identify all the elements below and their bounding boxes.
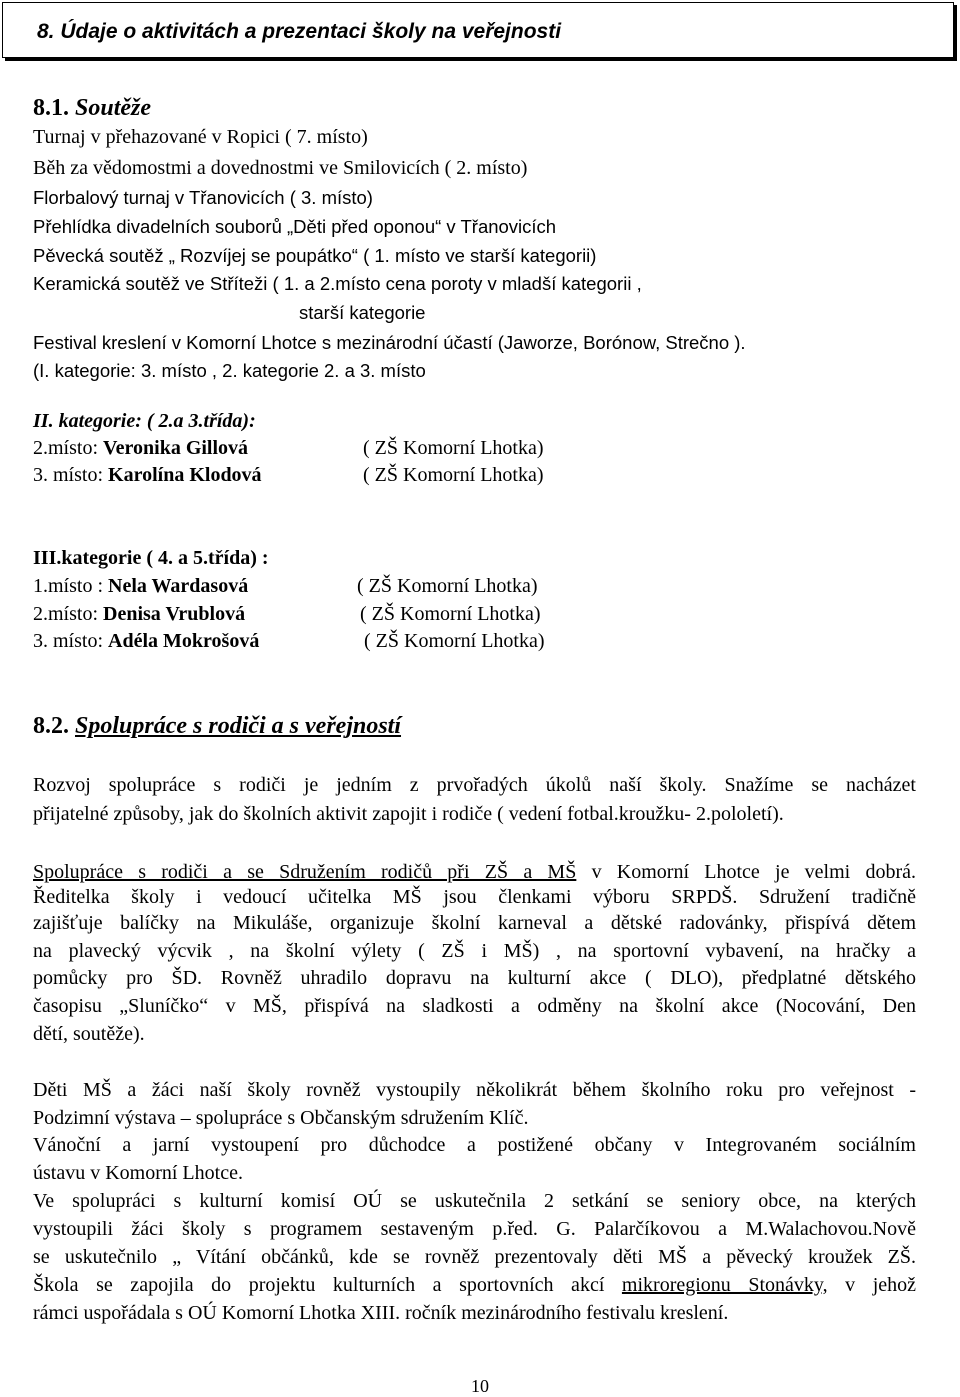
winner-row: 3. místo: Karolína Klodová (33, 464, 262, 486)
section-heading-spoluprace: 8.2. Spolupráce s rodiči a s veřejností (33, 713, 402, 739)
winner-name: Denisa Vrublová (103, 603, 246, 625)
competition-line: Běh za vědomostmi a dovednostmi ve Smilovicích ( 2. místo) (33, 157, 528, 179)
category-3-heading: III.kategorie ( 4. a 5.třída) : (33, 547, 269, 569)
paragraph-line: se uskutečnilo „ Vítání občánků, kde se rovněž prezentovaly děti MŠ a pěvecký kroužek ZŠ. (33, 1246, 916, 1268)
underlined-phrase: Spolupráce s rodiči a se Sdružením rodičů při ZŠ a MŠ (33, 861, 577, 883)
paragraph-line: dětí, soutěže). (33, 1023, 145, 1045)
paragraph-line: ústavu v Komorní Lhotce. (33, 1162, 243, 1184)
paragraph-line: Ředitelka školy i vedoucí učitelka MŠ jsou členkami výboru SRPDŠ. Sdružení tradičně (33, 886, 916, 908)
winner-name: Karolína Klodová (108, 464, 262, 486)
paragraph-line: Vánoční a jarní vystoupení pro důchodce a postižené občany v Integrovaném sociálním (33, 1134, 916, 1156)
winner-row: 3. místo: Adéla Mokrošová (33, 630, 260, 652)
paragraph-line: pomůcky pro ŠD. Rovněž uhradilo dopravu na kulturní akce ( DLO), předplatné dětského (33, 967, 916, 989)
winner-name: Veronika Gillová (103, 437, 249, 459)
winner-school: ( ZŠ Komorní Lhotka) (357, 575, 538, 597)
winner-name: Nela Wardasová (108, 575, 249, 597)
paragraph-line: rámci uspořádala s OÚ Komorní Lhotka XIII. ročník mezinárodního festivalu kreslení. (33, 1302, 729, 1324)
competition-line: Florbalový turnaj v Třanovicích ( 3. místo) (33, 187, 373, 208)
chapter-title: 8. Údaje o aktivitách a prezentaci školy na veřejnosti (37, 20, 562, 43)
winner-name: Adéla Mokrošová (108, 630, 260, 652)
winner-row: 2.místo: Denisa Vrublová (33, 603, 246, 625)
ceramics-line-continued: starší kategorie (299, 302, 426, 323)
paragraph-line: zajišťuje balíčky na Mikuláše, organizuje školní karneval a dětské radovánky, přispívá dětem (33, 912, 916, 934)
paragraph-line: Děti MŠ a žáci naší školy rovněž vystoupily několikrát během školního roku pro veřejnost - (33, 1079, 916, 1101)
winner-school: ( ZŠ Komorní Lhotka) (360, 603, 541, 625)
competition-line: Pěvecká soutěž „ Rozvíjej se poupátko“ ( 1. místo ve starší kategorii) (33, 245, 597, 266)
winner-school: ( ZŠ Komorní Lhotka) (364, 630, 545, 652)
paragraph-line: Podzimní výstava – spolupráce s Občanským sdružením Klíč. (33, 1107, 529, 1129)
ceramics-line: Keramická soutěž ve Stříteži ( 1. a 2.místo cena poroty v mladší kategorii , (33, 273, 642, 294)
winner-school: ( ZŠ Komorní Lhotka) (363, 437, 544, 459)
paragraph-line: přijatelné způsoby, jak do školních aktivit zapojit i rodiče ( vedení fotbal.kroužku- 2.pololetí). (33, 803, 784, 825)
winner-row: 2.místo: Veronika Gillová (33, 437, 249, 459)
competition-line: Turnaj v přehazované v Ropici ( 7. místo) (33, 126, 368, 148)
mikroregion-link: mikroregionu Stonávky, (621, 1274, 828, 1296)
paragraph-line: Spolupráce s rodiči a se Sdružením rodičů při ZŠ a MŠ v Komorní Lhotce je velmi dobrá. (33, 861, 916, 883)
paragraph-line: na plavecký výcvik , na školní výlety ( ZŠ i MŠ) , na sportovní vybavení, na hračky a (33, 940, 916, 962)
paragraph-line: Škola se zapojila do projektu kulturních a sportovních akcí mikroregionu Stonávky, v jehož (33, 1274, 916, 1296)
festival-results-line: (I. kategorie: 3. místo , 2. kategorie 2. a 3. místo (33, 360, 426, 381)
category-2-heading: II. kategorie: ( 2.a 3.třída): (33, 410, 256, 432)
page-number: 10 (471, 1376, 489, 1396)
winner-school: ( ZŠ Komorní Lhotka) (363, 464, 544, 486)
festival-line: Festival kreslení v Komorní Lhotce s mezinárodní účastí (Jaworze, Borónow, Strečno ). (33, 332, 746, 353)
chapter-header-box (2, 2, 954, 58)
paragraph-line: vystoupili žáci školy s programem sestaveným p.řed. G. Palarčíkovou a M.Walachovou.Nově (33, 1218, 916, 1240)
winner-row: 1.místo : Nela Wardasová (33, 575, 249, 597)
competition-line: Přehlídka divadelních souborů „Děti před oponou“ v Třanovicích (33, 216, 557, 237)
section-heading-soutěže: 8.1. Soutěže (33, 95, 152, 121)
paragraph-line: Ve spolupráci s kulturní komisí OÚ se uskutečnila 2 setkání se seniory obce, na kterých (33, 1190, 916, 1212)
paragraph-line: časopisu „Sluníčko“ v MŠ, přispívá na sladkosti a odměny na školní akce (Nocování, Den (33, 995, 916, 1017)
paragraph-line: Rozvoj spolupráce s rodiči je jedním z prvořadých úkolů naší školy. Snažíme se nacházet (33, 774, 916, 796)
